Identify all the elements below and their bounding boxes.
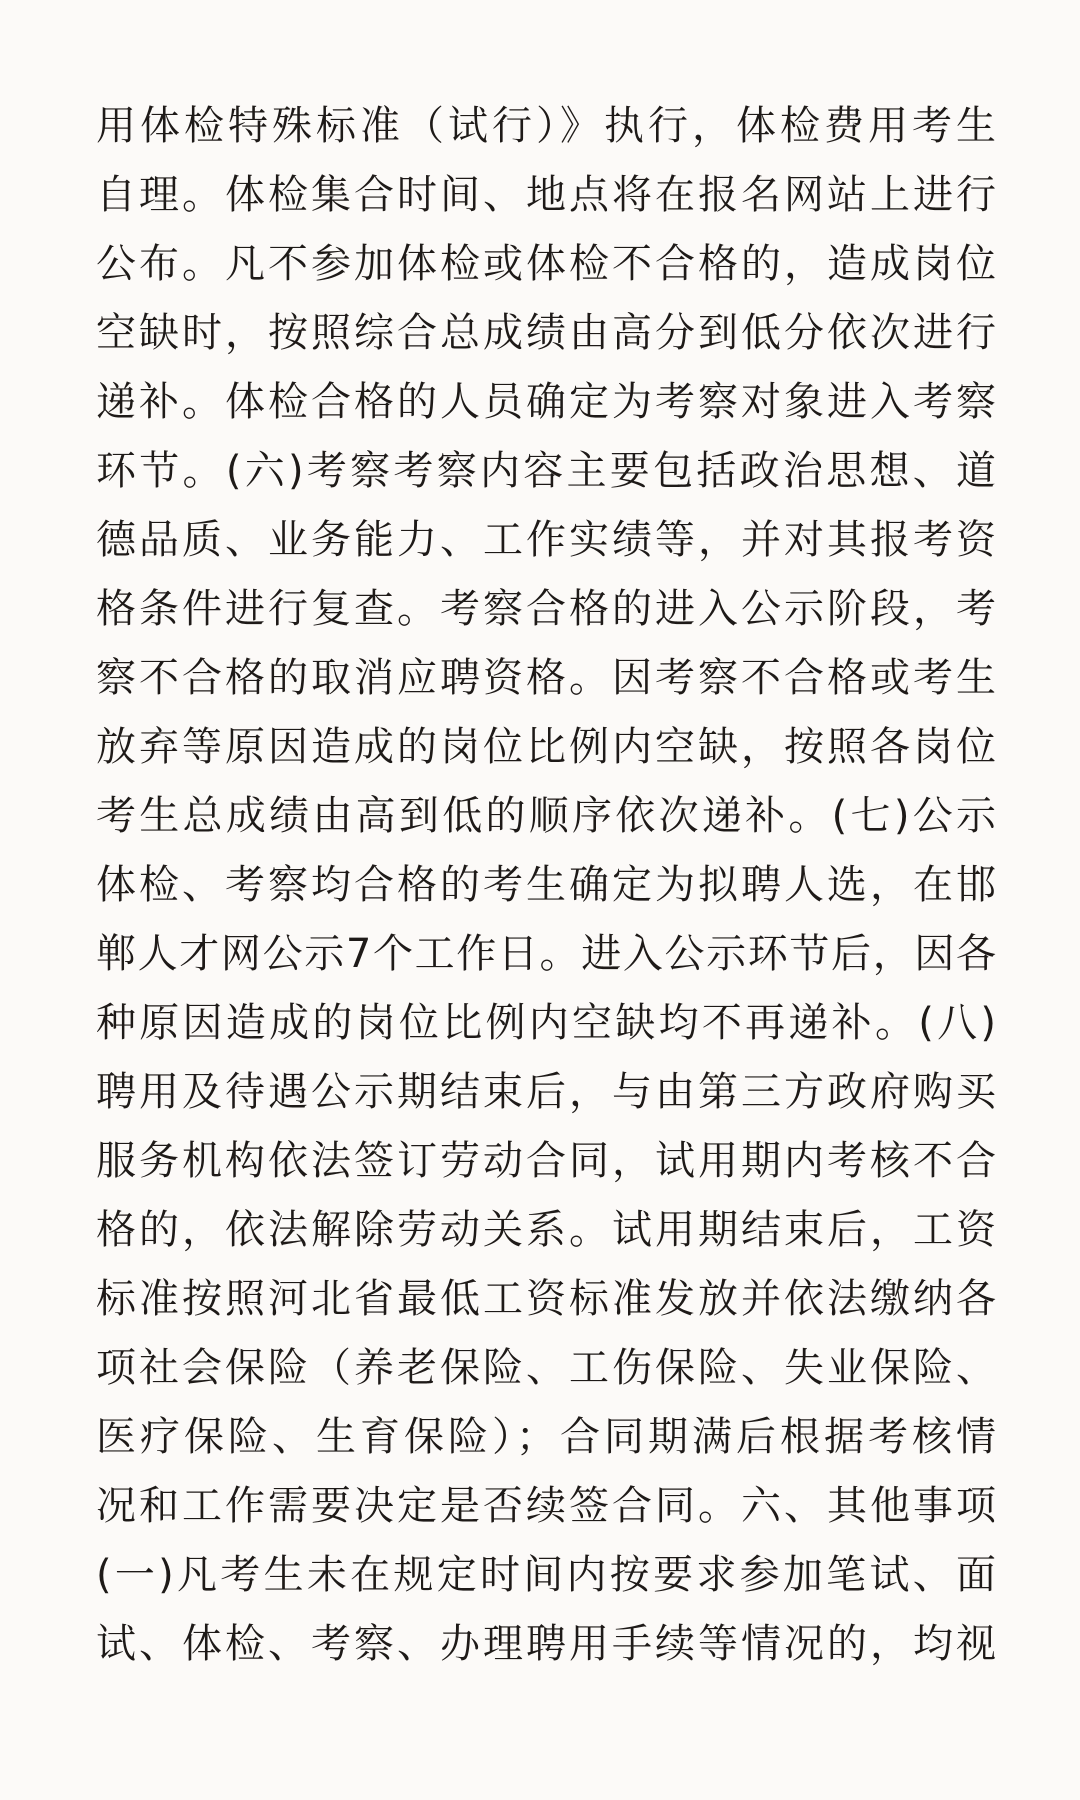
text-line: 环节。(六)考察考察内容主要包括政治思想、道 — [96, 448, 996, 494]
text-line: 格条件进行复查。考察合格的进入公示阶段，考 — [96, 586, 996, 632]
text-line: 况和工作需要决定是否续签合同。六、其他事项 — [96, 1483, 996, 1529]
text-line: 公布。凡不参加体检或体检不合格的，造成岗位 — [96, 241, 996, 287]
text-line: 项社会保险（养老保险、工伤保险、失业保险、 — [96, 1345, 996, 1391]
text-line: 空缺时，按照综合总成绩由高分到低分依次进行 — [96, 310, 996, 356]
text-line: 考生总成绩由高到低的顺序依次递补。(七)公示 — [96, 793, 996, 839]
text-line: 格的，依法解除劳动关系。试用期结束后，工资 — [96, 1207, 996, 1253]
text-line: 试、体检、考察、办理聘用手续等情况的，均视 — [96, 1621, 996, 1667]
text-line: 察不合格的取消应聘资格。因考察不合格或考生 — [96, 655, 996, 701]
text-line: (一)凡考生未在规定时间内按要求参加笔试、面 — [96, 1552, 996, 1598]
text-line: 体检、考察均合格的考生确定为拟聘人选，在邯 — [96, 862, 996, 908]
text-line: 种原因造成的岗位比例内空缺均不再递补。(八) — [96, 1000, 996, 1046]
body-text — [96, 92, 996, 1679]
text-line: 医疗保险、生育保险）；合同期满后根据考核情 — [96, 1414, 996, 1460]
text-line: 递补。体检合格的人员确定为考察对象进入考察 — [96, 379, 996, 425]
text-line: 服务机构依法签订劳动合同，试用期内考核不合 — [96, 1138, 996, 1184]
text-line: 德品质、业务能力、工作实绩等，并对其报考资 — [96, 517, 996, 563]
text-line: 聘用及待遇公示期结束后，与由第三方政府购买 — [96, 1069, 996, 1115]
text-line: 自理。体检集合时间、地点将在报名网站上进行 — [96, 172, 996, 218]
text-line: 用体检特殊标准（试行）》执行，体检费用考生 — [96, 103, 996, 149]
text-line: 放弃等原因造成的岗位比例内空缺，按照各岗位 — [96, 724, 996, 770]
text-line: 标准按照河北省最低工资标准发放并依法缴纳各 — [96, 1276, 996, 1322]
text-line: 郸人才网公示7个工作日。进入公示环节后，因各 — [96, 931, 996, 977]
